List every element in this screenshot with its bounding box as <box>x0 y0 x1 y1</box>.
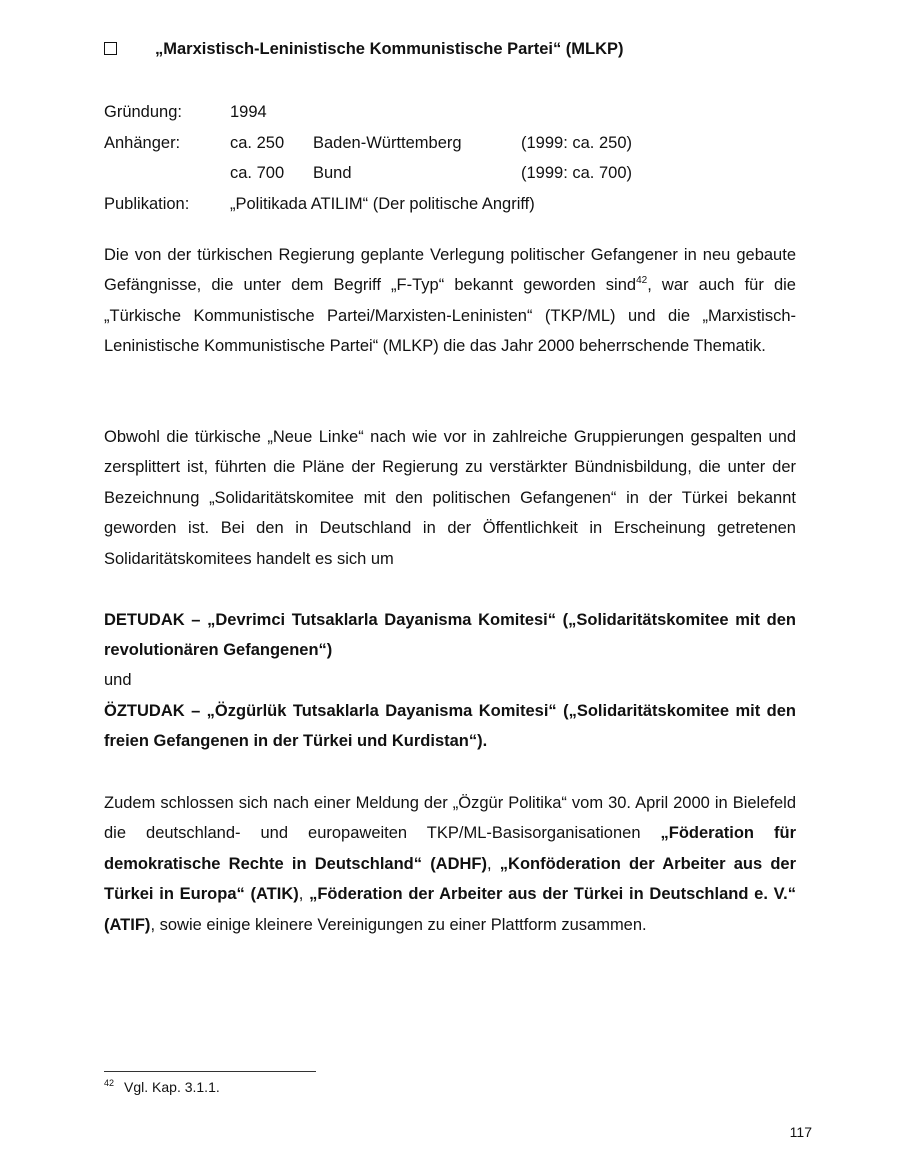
followers-label: Anhänger: <box>104 134 181 152</box>
paragraph-text: Zudem schlossen sich nach einer Meldung der „Özgür Politika“ vom 30. April 2000 in Bielefeld die deutschland- und europaweiten TKP/ML-Basisorganisationen <box>104 794 796 843</box>
followers-region: Bund <box>313 164 352 182</box>
page-number: 117 <box>789 1124 812 1140</box>
followers-count: ca. 250 <box>230 134 285 152</box>
founding-label: Gründung: <box>104 103 182 121</box>
followers-previous: (1999: ca. 700) <box>521 164 632 182</box>
founding-value: 1994 <box>230 103 267 121</box>
followers-previous: (1999: ca. 250) <box>521 134 632 152</box>
footnote-text: Vgl. Kap. 3.1.1. <box>124 1079 220 1095</box>
committee-oztudak: ÖZTUDAK – „Özgürlük Tutsaklarla Dayanisma Komitesi“ („Solidaritätskomitee mit den freien Gefangenen in der Türkei und Kurdistan“). <box>104 702 796 751</box>
followers-count: ca. 700 <box>230 164 285 182</box>
paragraph-text: , war auch für die „Türkische Kommunistische Partei/Marxisten-Leninisten“ (TKP/ML) und die „Marxistisch-Leninistische Kommunistische Partei“ (MLKP) die das Jahr 2000 beherrschende Thematik. <box>104 276 796 356</box>
paragraph-f-typ <box>104 240 796 362</box>
paragraph-text: , <box>487 854 500 873</box>
followers-region: Baden-Württemberg <box>313 134 462 152</box>
publication-value: „Politikada ATILIM“ (Der politische Angriff) <box>230 195 535 213</box>
heading-text: „Marxistisch-Leninistische Kommunistische Partei“ (MLKP) <box>155 40 624 58</box>
section-heading <box>104 40 624 59</box>
paragraph-neue-linke: Obwohl die türkische „Neue Linke“ nach wie vor in zahlreiche Gruppierungen gespalten und zersplittert ist, führten die Pläne der Regierung zu verstärkter Bündnisbildung, die unter der Bezeichnung „Solidaritätskomitee mit den politischen Gefangenen“ in der Türkei bekannt geworden ist. Bei den in Deutschland in der Öffentlichkeit in Erscheinung getretenen Solidaritätskomitees handelt es sich um <box>104 428 796 568</box>
connector-und: und <box>104 671 132 689</box>
paragraph-text: Die von der türkischen Regierung geplante Verlegung politischer Gefangener in neu gebaute Gefängnisse, die unter dem Begriff „F-Typ“ bekannt geworden sind <box>104 246 796 295</box>
checkbox-bullet-icon <box>104 42 117 55</box>
footnote-reference: 42 <box>636 275 648 287</box>
paragraph-text: , sowie einige kleinere Vereinigungen zu einer Plattform zusammen. <box>150 915 647 934</box>
organization-atik: „Konföderation der Arbeiter aus der Türkei in Europa“ (ATIK) <box>104 854 796 904</box>
committee-detudak: DETUDAK – „Devrimci Tutsaklarla Dayanisma Komitesi“ („Solidaritätskomitee mit den revolutionären Gefangenen“) <box>104 611 796 660</box>
organization-atif: „Föderation der Arbeiter aus der Türkei in Deutschland e. V.“ (ATIF) <box>104 885 796 934</box>
footnote <box>104 1078 220 1095</box>
paragraph-text: , <box>298 885 310 904</box>
footnote-number: 42 <box>104 1078 115 1088</box>
footnote-divider <box>104 1071 316 1072</box>
paragraph-platform <box>104 788 796 940</box>
organization-adhf: „Föderation für demokratische Rechte in Deutschland“ (ADHF) <box>104 824 796 873</box>
publication-label: Publikation: <box>104 195 190 213</box>
